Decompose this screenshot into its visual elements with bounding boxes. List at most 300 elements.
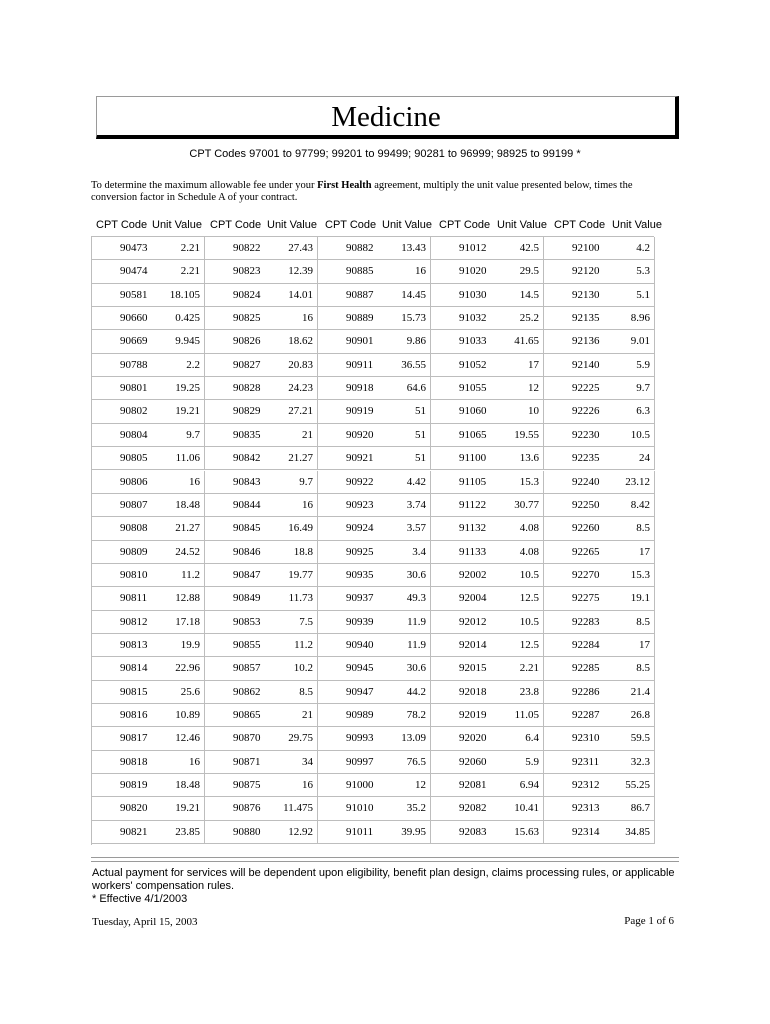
unit-value: 9.86 [406,335,426,348]
cpt-code: 90810 [120,568,148,581]
table-row [318,727,431,750]
unit-value: 18.8 [293,545,313,558]
cpt-code: 92283 [572,615,600,628]
unit-value: 27.43 [288,242,313,254]
cpt-code: 90805 [120,452,148,465]
cpt-code: 92285 [572,662,600,675]
unit-value: 44.2 [406,685,426,698]
unit-value: 26.8 [630,709,650,721]
cpt-code: 90847 [233,568,261,581]
cpt-code: 92015 [459,662,487,675]
cpt-code: 90808 [120,522,148,535]
table-row [205,330,318,353]
unit-value: 17 [639,545,650,558]
cpt-code: 92226 [572,405,600,418]
unit-value: 25.6 [180,685,200,698]
table-row [205,751,318,774]
unit-value: 19.21 [175,802,200,815]
table-row [205,587,318,610]
table-row [92,587,205,610]
unit-value: 18.62 [288,335,313,348]
unit-value: 24.52 [175,545,200,558]
cpt-code: 90947 [346,685,374,698]
unit-value: 15.3 [519,475,539,488]
table-row [318,611,431,634]
cpt-code: 92120 [572,265,600,278]
table-row [318,821,431,844]
unit-value: 11.9 [407,638,426,651]
table-row [205,727,318,750]
table-row [318,774,431,797]
unit-value: 8.5 [636,615,650,628]
cpt-code: 92012 [459,615,487,628]
unit-value: 3.74 [406,498,426,511]
cpt-code: 90865 [233,709,261,721]
unit-value: 10.5 [519,615,539,628]
unit-value: 8.96 [630,312,650,325]
unit-value: 18.105 [169,288,200,301]
table-row [318,587,431,610]
unit-value: 16 [415,265,426,278]
table-row [544,517,655,540]
cpt-code: 91055 [459,382,487,395]
unit-value: 59.5 [630,732,650,745]
table-row [92,774,205,797]
page-title: Medicine [331,101,441,133]
unit-value: 12.5 [519,592,539,605]
unit-value: 12 [528,382,539,395]
table-row [431,611,544,634]
cpt-code: 90939 [346,615,374,628]
table-row [431,681,544,704]
header-cpt-code: CPT Code [325,219,377,231]
unit-value: 29.5 [519,265,539,278]
cpt-code: 90807 [120,498,148,511]
unit-value: 21.27 [288,452,313,465]
cpt-code: 92019 [459,709,487,721]
unit-value: 19.55 [514,428,539,441]
unit-value: 8.42 [630,498,650,511]
table-row [92,821,205,844]
unit-value: 22.96 [175,662,200,675]
table-row [318,307,431,330]
unit-value: 16 [302,498,313,511]
header-cpt-code: CPT Code [554,219,606,231]
table-row [544,284,655,307]
unit-value: 11.2 [181,568,200,581]
table-row [431,237,544,260]
unit-value: 10.89 [175,709,200,721]
unit-value: 15.3 [630,568,650,581]
table-row [544,237,655,260]
cpt-code: 90828 [233,382,261,395]
unit-value: 2.21 [180,242,200,254]
unit-value: 10.41 [514,802,539,815]
unit-value: 4.08 [519,522,539,535]
table-row [92,377,205,400]
cpt-code: 90918 [346,382,374,395]
table-row [544,774,655,797]
cpt-code: 90885 [346,265,374,278]
cpt-code: 91030 [459,288,487,301]
unit-value: 17 [639,638,650,651]
footer-divider [91,857,679,862]
unit-value: 5.9 [525,755,539,768]
cpt-code: 90997 [346,755,374,768]
unit-value: 14.5 [519,288,539,301]
table-row [318,634,431,657]
table-row [205,494,318,517]
header-cpt-code: CPT Code [439,219,491,231]
cpt-code: 90843 [233,475,261,488]
header-unit-value: Unit Value [497,219,547,231]
table-row [431,517,544,540]
table-row [92,260,205,283]
cpt-code: 92004 [459,592,487,605]
table-row [544,657,655,680]
unit-value: 24 [639,452,650,465]
cpt-code: 91032 [459,312,487,325]
unit-value: 21 [302,428,313,441]
table-row [318,564,431,587]
unit-value: 8.5 [299,685,313,698]
header-cpt-code: CPT Code [210,219,262,231]
table-row [205,307,318,330]
table-row [431,704,544,727]
table-row [431,424,544,447]
cpt-code: 90849 [233,592,261,605]
table-row [205,657,318,680]
unit-value: 5.1 [636,288,650,301]
unit-value: 2.21 [519,662,539,675]
table-header-row [90,219,670,233]
cpt-code: 90940 [346,638,374,651]
unit-value: 14.01 [288,288,313,301]
cpt-code: 90875 [233,779,261,792]
cpt-code: 92260 [572,522,600,535]
table-row [431,307,544,330]
unit-value: 9.01 [630,335,650,348]
cpt-code: 90821 [120,825,148,838]
table-row [205,447,318,470]
unit-value: 3.4 [412,545,426,558]
cpt-code: 92140 [572,358,600,371]
table-row [431,354,544,377]
unit-value: 3.57 [406,522,426,535]
cpt-code: 90862 [233,685,261,698]
cpt-code: 92081 [459,779,487,792]
cpt-code: 90835 [233,428,261,441]
table-row [92,517,205,540]
cpt-code: 92002 [459,568,487,581]
cpt-code: 92286 [572,685,600,698]
cpt-code: 90814 [120,662,148,675]
table-row [205,354,318,377]
unit-value: 20.83 [288,358,313,371]
cpt-code: 90911 [346,358,374,371]
cpt-code: 90824 [233,288,261,301]
unit-value: 18.48 [175,779,200,792]
unit-value: 10.2 [293,662,313,675]
table-row [92,237,205,260]
table-row [318,517,431,540]
unit-value: 35.2 [406,802,426,815]
table-row [92,657,205,680]
unit-value: 17 [528,358,539,371]
unit-value: 16 [302,779,313,792]
table-row [92,400,205,423]
unit-value: 12.39 [288,265,313,278]
cpt-code: 90901 [346,335,374,348]
table-row [431,447,544,470]
unit-value: 18.48 [175,498,200,511]
table-row [318,681,431,704]
cpt-code: 90581 [120,288,148,301]
cpt-code: 91105 [459,475,487,488]
cpt-code: 92082 [459,802,487,815]
unit-value: 7.5 [299,615,313,628]
unit-value: 5.3 [636,265,650,278]
cpt-code: 90473 [120,242,148,254]
cpt-code: 92312 [572,779,600,792]
table-row [544,541,655,564]
table-row [92,797,205,820]
unit-value: 6.3 [636,405,650,418]
table-row [431,541,544,564]
effective-date-note: * Effective 4/1/2003 [92,893,188,905]
unit-value: 14.45 [401,288,426,301]
cpt-code: 90788 [120,358,148,371]
cpt-code: 90660 [120,312,148,325]
cpt-code: 90829 [233,405,261,418]
table-row [205,400,318,423]
unit-value: 24.23 [288,382,313,395]
unit-value: 15.63 [514,825,539,838]
table-row [318,704,431,727]
unit-value: 12.46 [175,732,200,745]
table-row [544,494,655,517]
table-row [205,774,318,797]
cpt-code: 90806 [120,475,148,488]
unit-value: 49.3 [406,592,426,605]
unit-value: 29.75 [288,732,313,745]
document-date: Tuesday, April 15, 2003 [92,916,198,928]
cpt-code: 92287 [572,709,600,721]
table-row [205,260,318,283]
unit-value: 12.5 [519,638,539,651]
table-row [318,447,431,470]
cpt-code: 90815 [120,685,148,698]
table-row [318,330,431,353]
unit-value: 10.5 [519,568,539,581]
unit-value: 12.92 [288,825,313,838]
table-row [205,681,318,704]
table-row [318,751,431,774]
table-row [544,377,655,400]
cpt-code: 90935 [346,568,374,581]
table-row [544,400,655,423]
unit-value: 36.55 [401,358,426,371]
table-row [205,284,318,307]
cpt-code: 92311 [572,755,600,768]
unit-value: 30.77 [514,498,539,511]
cpt-code: 92313 [572,802,600,815]
unit-value: 16 [302,312,313,325]
cpt-code: 90844 [233,498,261,511]
table-row [205,237,318,260]
unit-value: 12 [415,779,426,792]
unit-value: 78.2 [406,709,426,721]
cpt-code: 91122 [459,498,487,511]
table-row [544,634,655,657]
cpt-code: 90827 [233,358,261,371]
table-row [544,587,655,610]
cpt-code: 91133 [459,545,487,558]
cpt-code: 91052 [459,358,487,371]
cpt-code: 91020 [459,265,487,278]
intro-company-name: First Health [317,180,372,191]
table-row [205,821,318,844]
unit-value: 13.43 [401,242,426,254]
cpt-code: 91000 [346,779,374,792]
unit-value: 42.5 [519,242,539,254]
cpt-code: 90809 [120,545,148,558]
table-row [431,564,544,587]
table-row [544,564,655,587]
table-row [318,284,431,307]
cpt-code: 90820 [120,802,148,815]
unit-value: 32.3 [630,755,650,768]
table-row [431,471,544,494]
unit-value: 11.06 [175,452,200,465]
cpt-code: 92265 [572,545,600,558]
unit-value: 21.4 [630,685,650,698]
table-row [431,587,544,610]
table-row [544,727,655,750]
cpt-code: 90993 [346,732,374,745]
table-row [205,564,318,587]
cpt-code: 92240 [572,475,600,488]
table-row [544,797,655,820]
header-cpt-code: CPT Code [96,219,148,231]
table-row [431,727,544,750]
cpt-code: 92083 [459,825,487,838]
cpt-code: 92060 [459,755,487,768]
header-unit-value: Unit Value [382,219,432,231]
unit-value: 9.7 [636,382,650,395]
table-row [431,400,544,423]
unit-value: 11.05 [514,709,539,721]
unit-value: 16.49 [288,522,313,535]
unit-value: 12.88 [175,592,200,605]
page-number: Page 1 of 6 [624,915,674,927]
table-row [431,657,544,680]
intro-paragraph [91,180,651,204]
cpt-code: 90871 [233,755,261,768]
unit-value: 17.18 [175,615,200,628]
cpt-code: 92275 [572,592,600,605]
cpt-code: 90876 [233,802,261,815]
cpt-code: 90823 [233,265,261,278]
cpt-code: 90919 [346,405,374,418]
cpt-code: 92284 [572,638,600,651]
cpt-code: 91065 [459,428,487,441]
table-row [92,284,205,307]
fee-table [91,236,654,845]
cpt-code: 90818 [120,755,148,768]
unit-value: 2.2 [186,358,200,371]
cpt-code: 90822 [233,242,261,254]
unit-value: 64.6 [406,382,426,395]
table-row [92,564,205,587]
table-row [92,471,205,494]
unit-value: 11.9 [407,615,426,628]
cpt-code: 90812 [120,615,148,628]
cpt-code: 90923 [346,498,374,511]
table-row [544,447,655,470]
table-row [92,727,205,750]
unit-value: 13.6 [519,452,539,465]
cpt-code: 90804 [120,428,148,441]
table-row [544,751,655,774]
unit-value: 11.2 [294,638,313,651]
cpt-code: 90887 [346,288,374,301]
cpt-code: 92230 [572,428,600,441]
cpt-code: 90937 [346,592,374,605]
cpt-code: 92250 [572,498,600,511]
unit-value: 51 [415,405,426,418]
table-row [318,377,431,400]
table-row [318,494,431,517]
cpt-code: 90855 [233,638,261,651]
cpt-code: 90880 [233,825,261,838]
table-row [205,704,318,727]
cpt-code: 92020 [459,732,487,745]
table-row [92,681,205,704]
unit-value: 27.21 [288,405,313,418]
unit-value: 19.9 [180,638,200,651]
table-row [544,471,655,494]
table-row [431,330,544,353]
cpt-code: 90945 [346,662,374,675]
unit-value: 19.77 [288,568,313,581]
cpt-code: 92310 [572,732,600,745]
unit-value: 21 [302,709,313,721]
table-row [544,307,655,330]
header-unit-value: Unit Value [267,219,317,231]
cpt-code: 90921 [346,452,374,465]
cpt-code: 92018 [459,685,487,698]
table-row [431,821,544,844]
unit-value: 13.09 [401,732,426,745]
cpt-code: 90857 [233,662,261,675]
cpt-code: 90846 [233,545,261,558]
unit-value: 25.2 [519,312,539,325]
table-row [318,471,431,494]
table-row [205,611,318,634]
intro-text-start: To determine the maximum allowable fee under your [91,180,318,191]
unit-value: 19.25 [175,382,200,395]
unit-value: 4.08 [519,545,539,558]
table-row [205,471,318,494]
cpt-code: 90811 [120,592,148,605]
cpt-code: 91100 [459,452,487,465]
table-row [205,517,318,540]
unit-value: 51 [415,428,426,441]
cpt-code: 90819 [120,779,148,792]
table-row [431,494,544,517]
cpt-code: 90870 [233,732,261,745]
